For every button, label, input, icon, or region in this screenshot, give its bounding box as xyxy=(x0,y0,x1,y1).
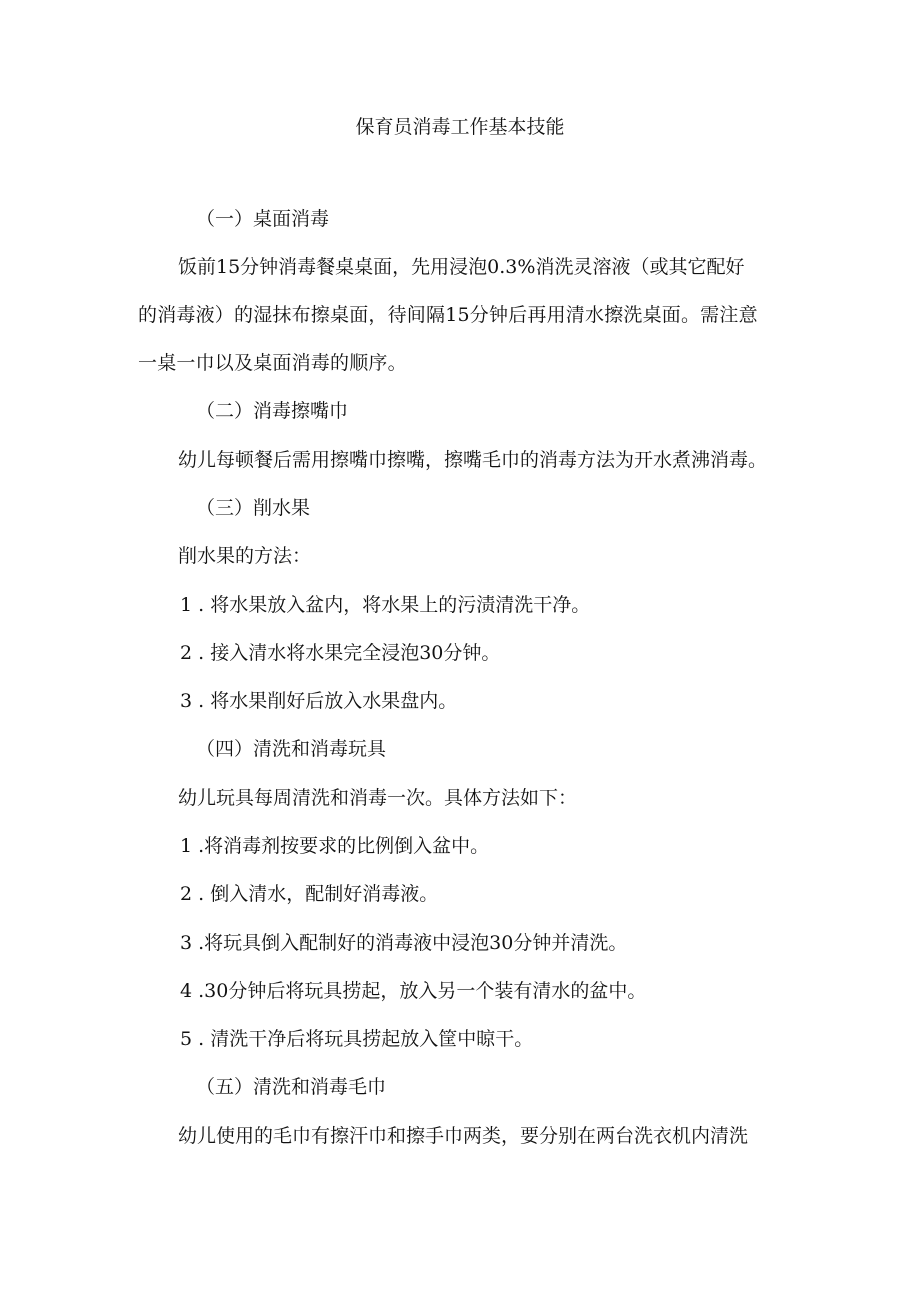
list-item: 2 . 接入清水将水果完全浸泡30分钟。 xyxy=(180,642,501,664)
document-title: 保育员消毒工作基本技能 xyxy=(355,116,565,138)
list-item: 4 .30分钟后将玩具捞起，放入另一个装有清水的盆中。 xyxy=(180,980,647,1002)
paragraph-line: 削水果的方法： xyxy=(178,545,312,567)
list-item: 3 . 将水果削好后放入水果盘内。 xyxy=(180,690,458,712)
paragraph-line: 幼儿使用的毛巾有擦汗巾和擦手巾两类，要分别在两台洗衣机内清洗 xyxy=(178,1125,749,1147)
section-heading-1: （一）桌面消毒 xyxy=(196,208,330,230)
list-item: 2 . 倒入清水，配制好消毒液。 xyxy=(180,883,439,905)
list-item: 3 .将玩具倒入配制好的消毒液中浸泡30分钟并清洗。 xyxy=(180,932,628,954)
section-heading-4: （四）清洗和消毒玩具 xyxy=(196,738,387,760)
paragraph-line: 一桌一巾以及桌面消毒的顺序。 xyxy=(138,352,407,374)
section-heading-5: （五）清洗和消毒毛巾 xyxy=(196,1076,387,1098)
paragraph-line: 的消毒液）的湿抹布擦桌面，待间隔15分钟后再用清水擦洗桌面。需注意 xyxy=(138,304,758,326)
paragraph-line: 幼儿每顿餐后需用擦嘴巾擦嘴，擦嘴毛巾的消毒方法为开水煮沸消毒。 xyxy=(178,449,768,471)
list-item: 5 . 清洗干净后将玩具捞起放入筐中晾干。 xyxy=(180,1028,534,1050)
paragraph-line: 幼儿玩具每周清洗和消毒一次。具体方法如下： xyxy=(178,787,578,809)
list-item: 1 .将消毒剂按要求的比例倒入盆中。 xyxy=(180,835,490,857)
section-heading-3: （三）削水果 xyxy=(196,497,311,519)
paragraph-line: 饭前15分钟消毒餐桌桌面，先用浸泡0.3%消洗灵溶液（或其它配好 xyxy=(178,256,745,278)
section-heading-2: （二）消毒擦嘴巾 xyxy=(196,400,349,422)
list-item: 1 . 将水果放入盆内，将水果上的污渍清洗干净。 xyxy=(180,594,591,616)
